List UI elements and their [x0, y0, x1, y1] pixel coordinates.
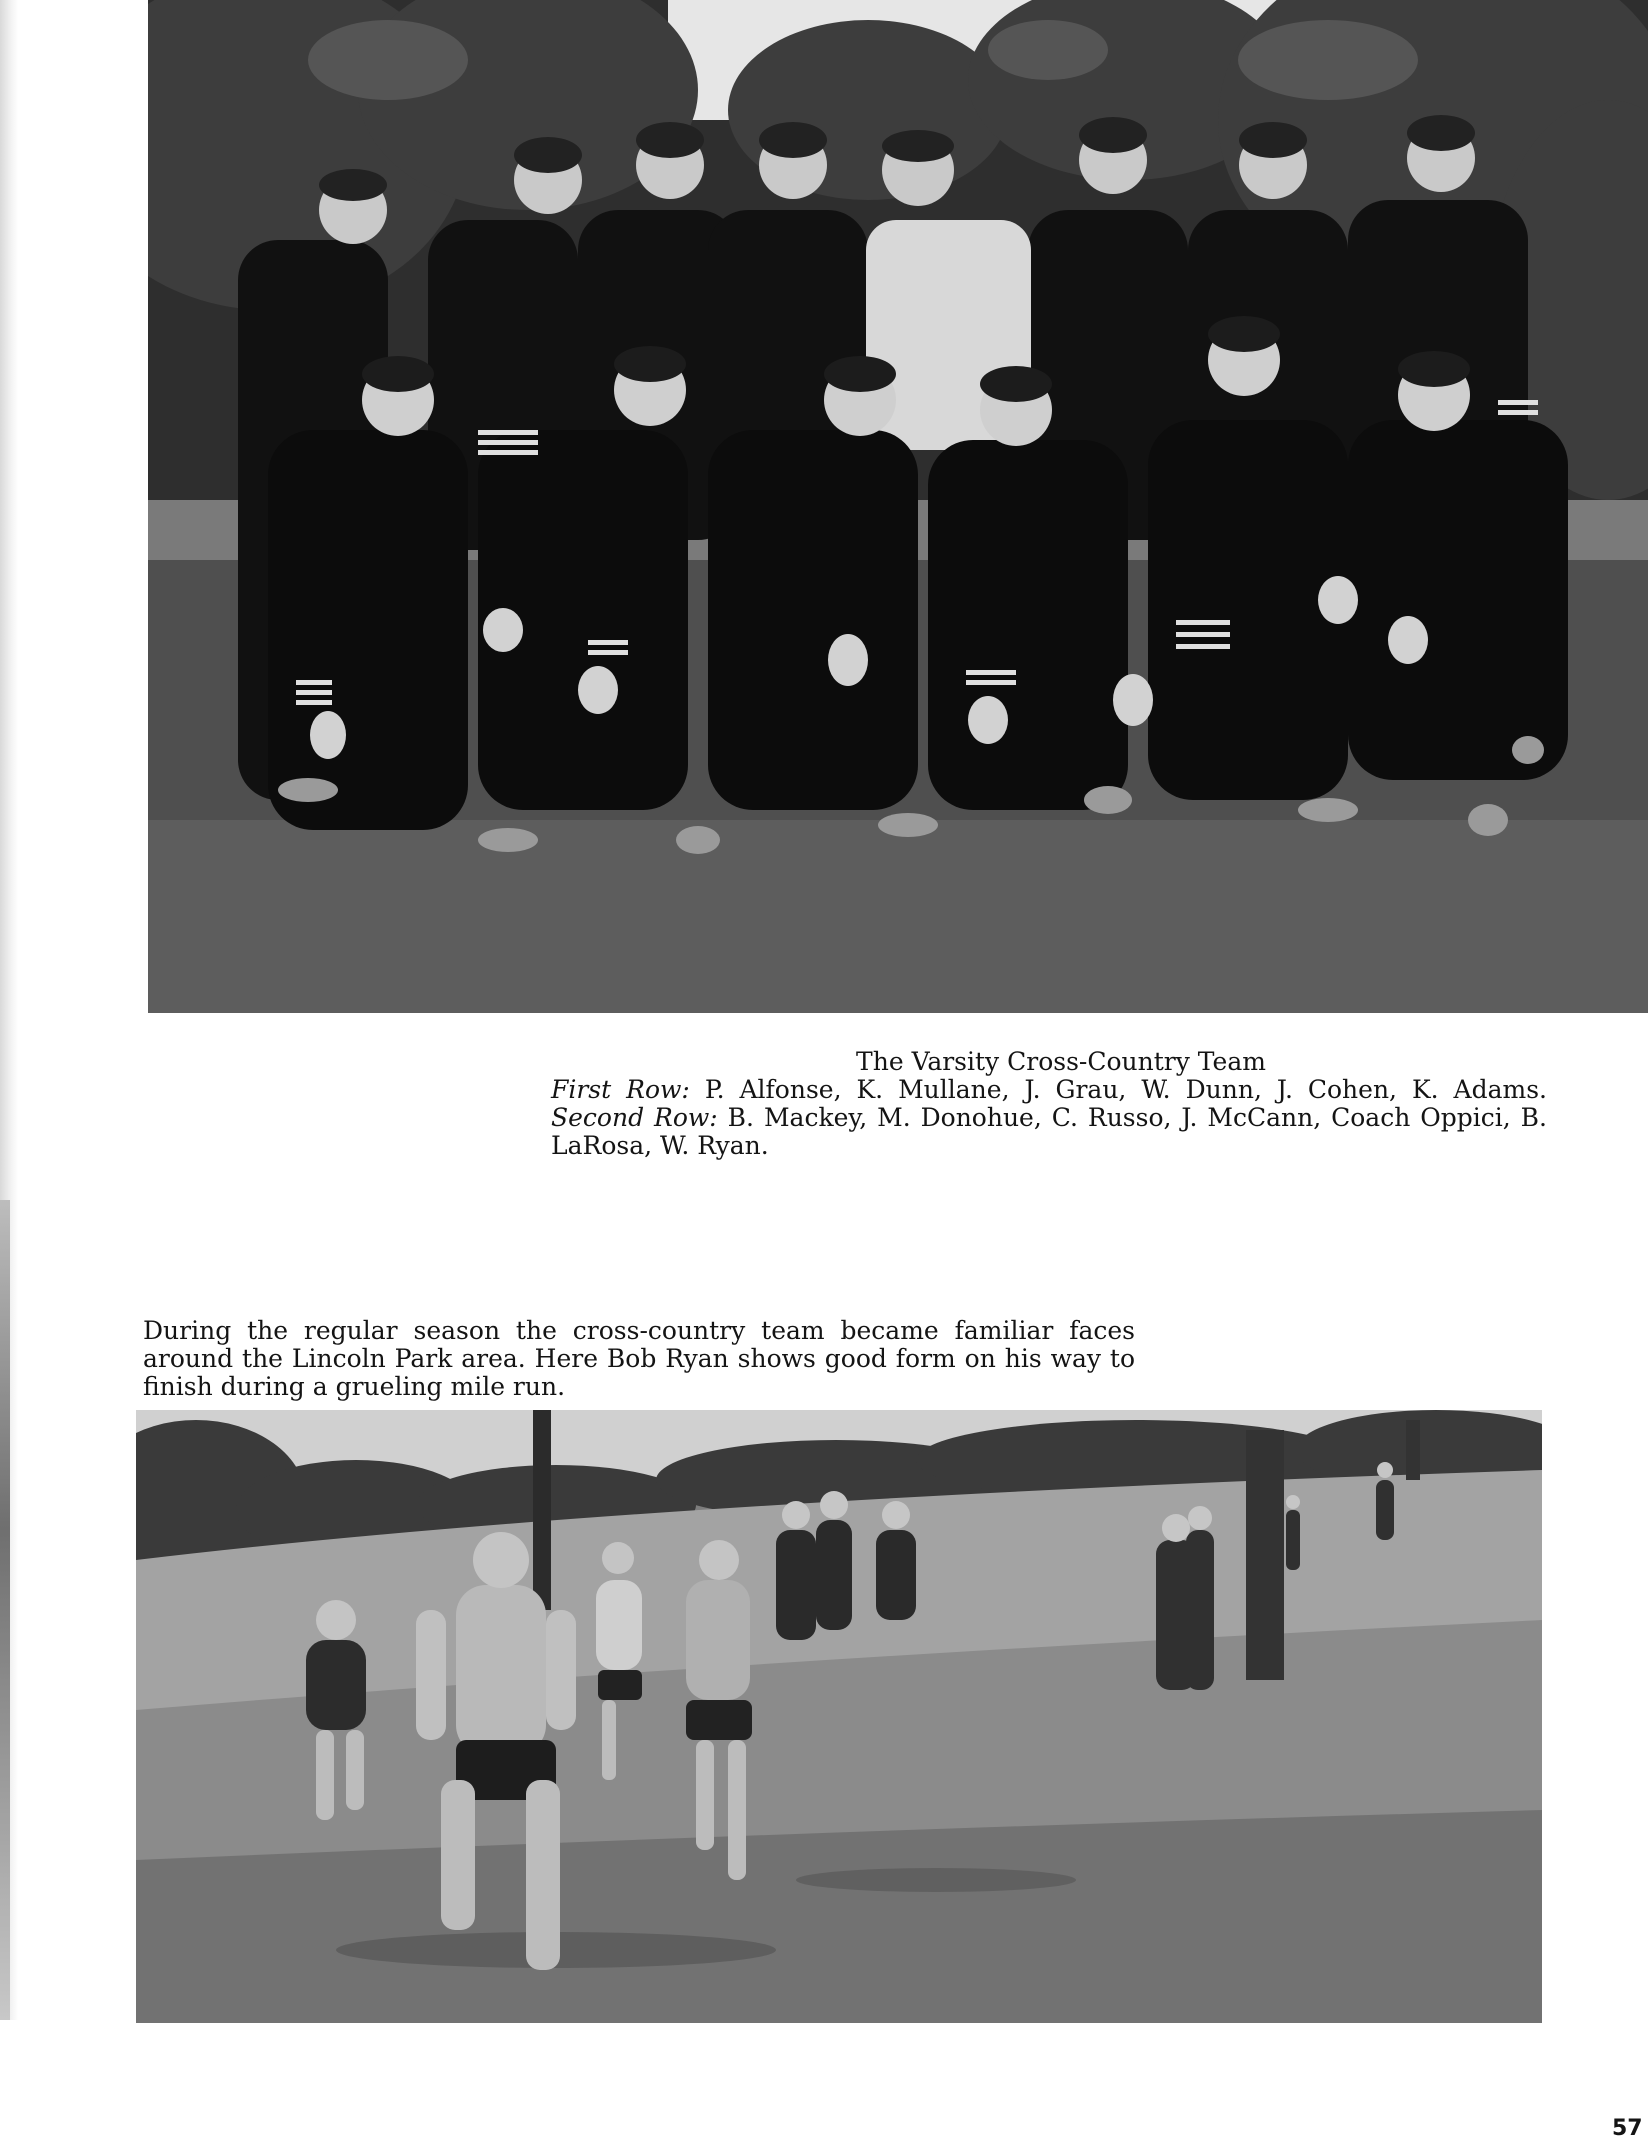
team-photo [148, 0, 1648, 1013]
run-photo-caption: During the regular season the cross-country team became familiar faces around the Lincoln Park area. Here Bob Ryan shows good form on his way to finish during a grueling mile run. [143, 1316, 1135, 1401]
first-row-names: P. Alfonse, K. Mullane, J. Grau, W. Dunn, J. Cohen, K. Adams. [689, 1075, 1548, 1104]
page-binding-shadow [0, 1200, 10, 2020]
caption-title: The Varsity Cross-Country Team [856, 1047, 1266, 1076]
team-photo-caption [551, 1048, 1547, 1160]
first-row-label: First Row: [551, 1075, 690, 1104]
run-photo [136, 1410, 1542, 2023]
second-row-names: B. Mackey, M. Donohue, C. Russo, J. McCann, Coach Oppici, B. LaRosa, W. Ryan. [551, 1103, 1547, 1160]
page-number: 57 [1612, 2116, 1643, 2141]
second-row-label: Second Row: [551, 1103, 718, 1132]
